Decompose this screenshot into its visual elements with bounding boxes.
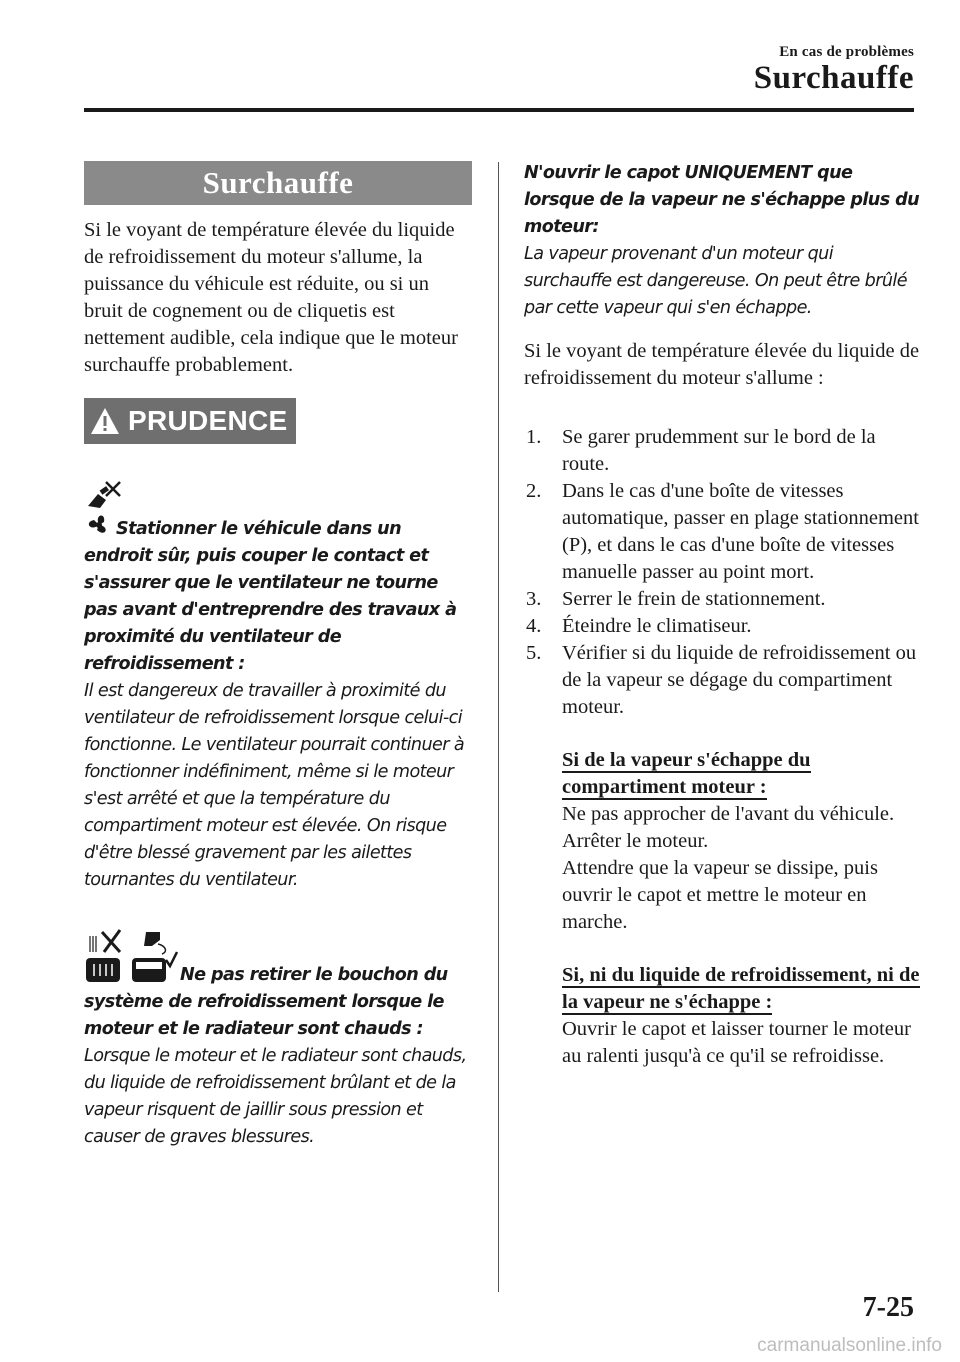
caution-badge (84, 398, 296, 444)
open-cold-radiator-icon (130, 926, 178, 986)
list-item: 1. Se garer prudemment sur le bord de la route. (526, 426, 876, 475)
list-item: 3. Serrer le frein de stationnement. (526, 588, 826, 610)
steps-list (524, 424, 920, 721)
warning-fan-title: Stationner le véhicule dans un endroit sûr, puis couper le contact et s'assurer que le ventilateur ne tourne pas avant d'entreprendre des travaux à proximité du ventilateur de refroidissement : (84, 512, 472, 678)
page-number: 7-25 (862, 1292, 914, 1323)
warning-fan-body: Il est dangereux de travailler à proximité du ventilateur de refroidissement lorsque celui-ci fonctionne. Le ventilateur pourrait continuer à fonctionner indéfiniment, même si le moteur s'est arrêté et que la température du compartiment moteur est élevée. On risque d'être blessé gravement par les ailettes tournantes du ventilateur. (84, 681, 465, 890)
watermark: carmanualsonline.info (757, 1335, 942, 1356)
condition-no-steam-heading: Si, ni du liquide de refroidissement, ni de la vapeur ne s'échappe : (562, 964, 920, 1013)
warning-fan (84, 480, 472, 894)
warning-steam (524, 160, 920, 322)
list-item: 5. Vérifier si du liquide de refroidissement ou de la vapeur se dégage du compartiment moteur. (526, 642, 917, 718)
warning-radiator-title-text: Ne pas retirer le bouchon du système de refroidissement lorsque le moteur et le radiateur sont chauds : (84, 965, 448, 1039)
right-intro: Si le voyant de température élevée du liquide de refroidissement du moteur s'allume : (524, 340, 920, 389)
chapter-title: En cas de problèmes (779, 44, 914, 60)
warning-steam-body: La vapeur provenant d'un moteur qui surchauffe est dangereuse. On peut être brûlé par cette vapeur qui s'en échappe. (524, 244, 907, 318)
warning-radiator-body: Lorsque le moteur et le radiateur sont chauds, du liquide de refroidissement brûlant et de la vapeur risquent de jaillir sous pression et causer de graves blessures. (84, 1046, 467, 1147)
caution-label: PRUDENCE (128, 405, 288, 436)
section-title: Surchauffe (753, 60, 914, 96)
right-column (524, 160, 920, 1070)
no-hand-fan-icon (84, 480, 124, 512)
no-open-hot-radiator-icon (84, 926, 124, 986)
list-item: 2. Dans le cas d'une boîte de vitesses automatique, passer en plage stationnement (P), et dans le cas d'une boîte de vitesses manuelle passer au point mort. (526, 480, 919, 583)
warning-steam-title: N'ouvrir le capot UNIQUEMENT que lorsque de la vapeur ne s'échappe plus du moteur: (524, 163, 920, 237)
intro-paragraph: Si le voyant de température élevée du liquide de refroidissement du moteur s'allume, la puissance du véhicule est réduite, ou si un bruit de cognement ou de cliquetis est nettement audible, cela indique que le moteur surchauffe probablement. (84, 219, 458, 376)
condition-no-steam-line1: Ouvrir le capot et laisser tourner le moteur au ralenti jusqu'à ce qu'il se refroidisse. (562, 1018, 911, 1067)
column-divider (498, 162, 499, 1292)
condition-steam-line1: Ne pas approcher de l'avant du véhicule. Arrêter le moteur. (562, 803, 895, 852)
fan-icon (84, 512, 116, 536)
condition-steam-heading: Si de la vapeur s'échappe du compartiment moteur : (562, 749, 811, 798)
condition-steam-line2: Attendre que la vapeur se dissipe, puis ouvrir le capot et mettre le moteur en marche. (562, 857, 878, 933)
list-item: 4. Éteindre le climatiseur. (526, 615, 752, 637)
warning-triangle-icon (90, 407, 120, 435)
condition-steam (562, 747, 920, 936)
header-rule (84, 108, 914, 112)
condition-no-steam (562, 962, 920, 1070)
warning-radiator (84, 926, 472, 1151)
section-banner: Surchauffe (84, 161, 472, 205)
left-column (84, 161, 472, 1151)
